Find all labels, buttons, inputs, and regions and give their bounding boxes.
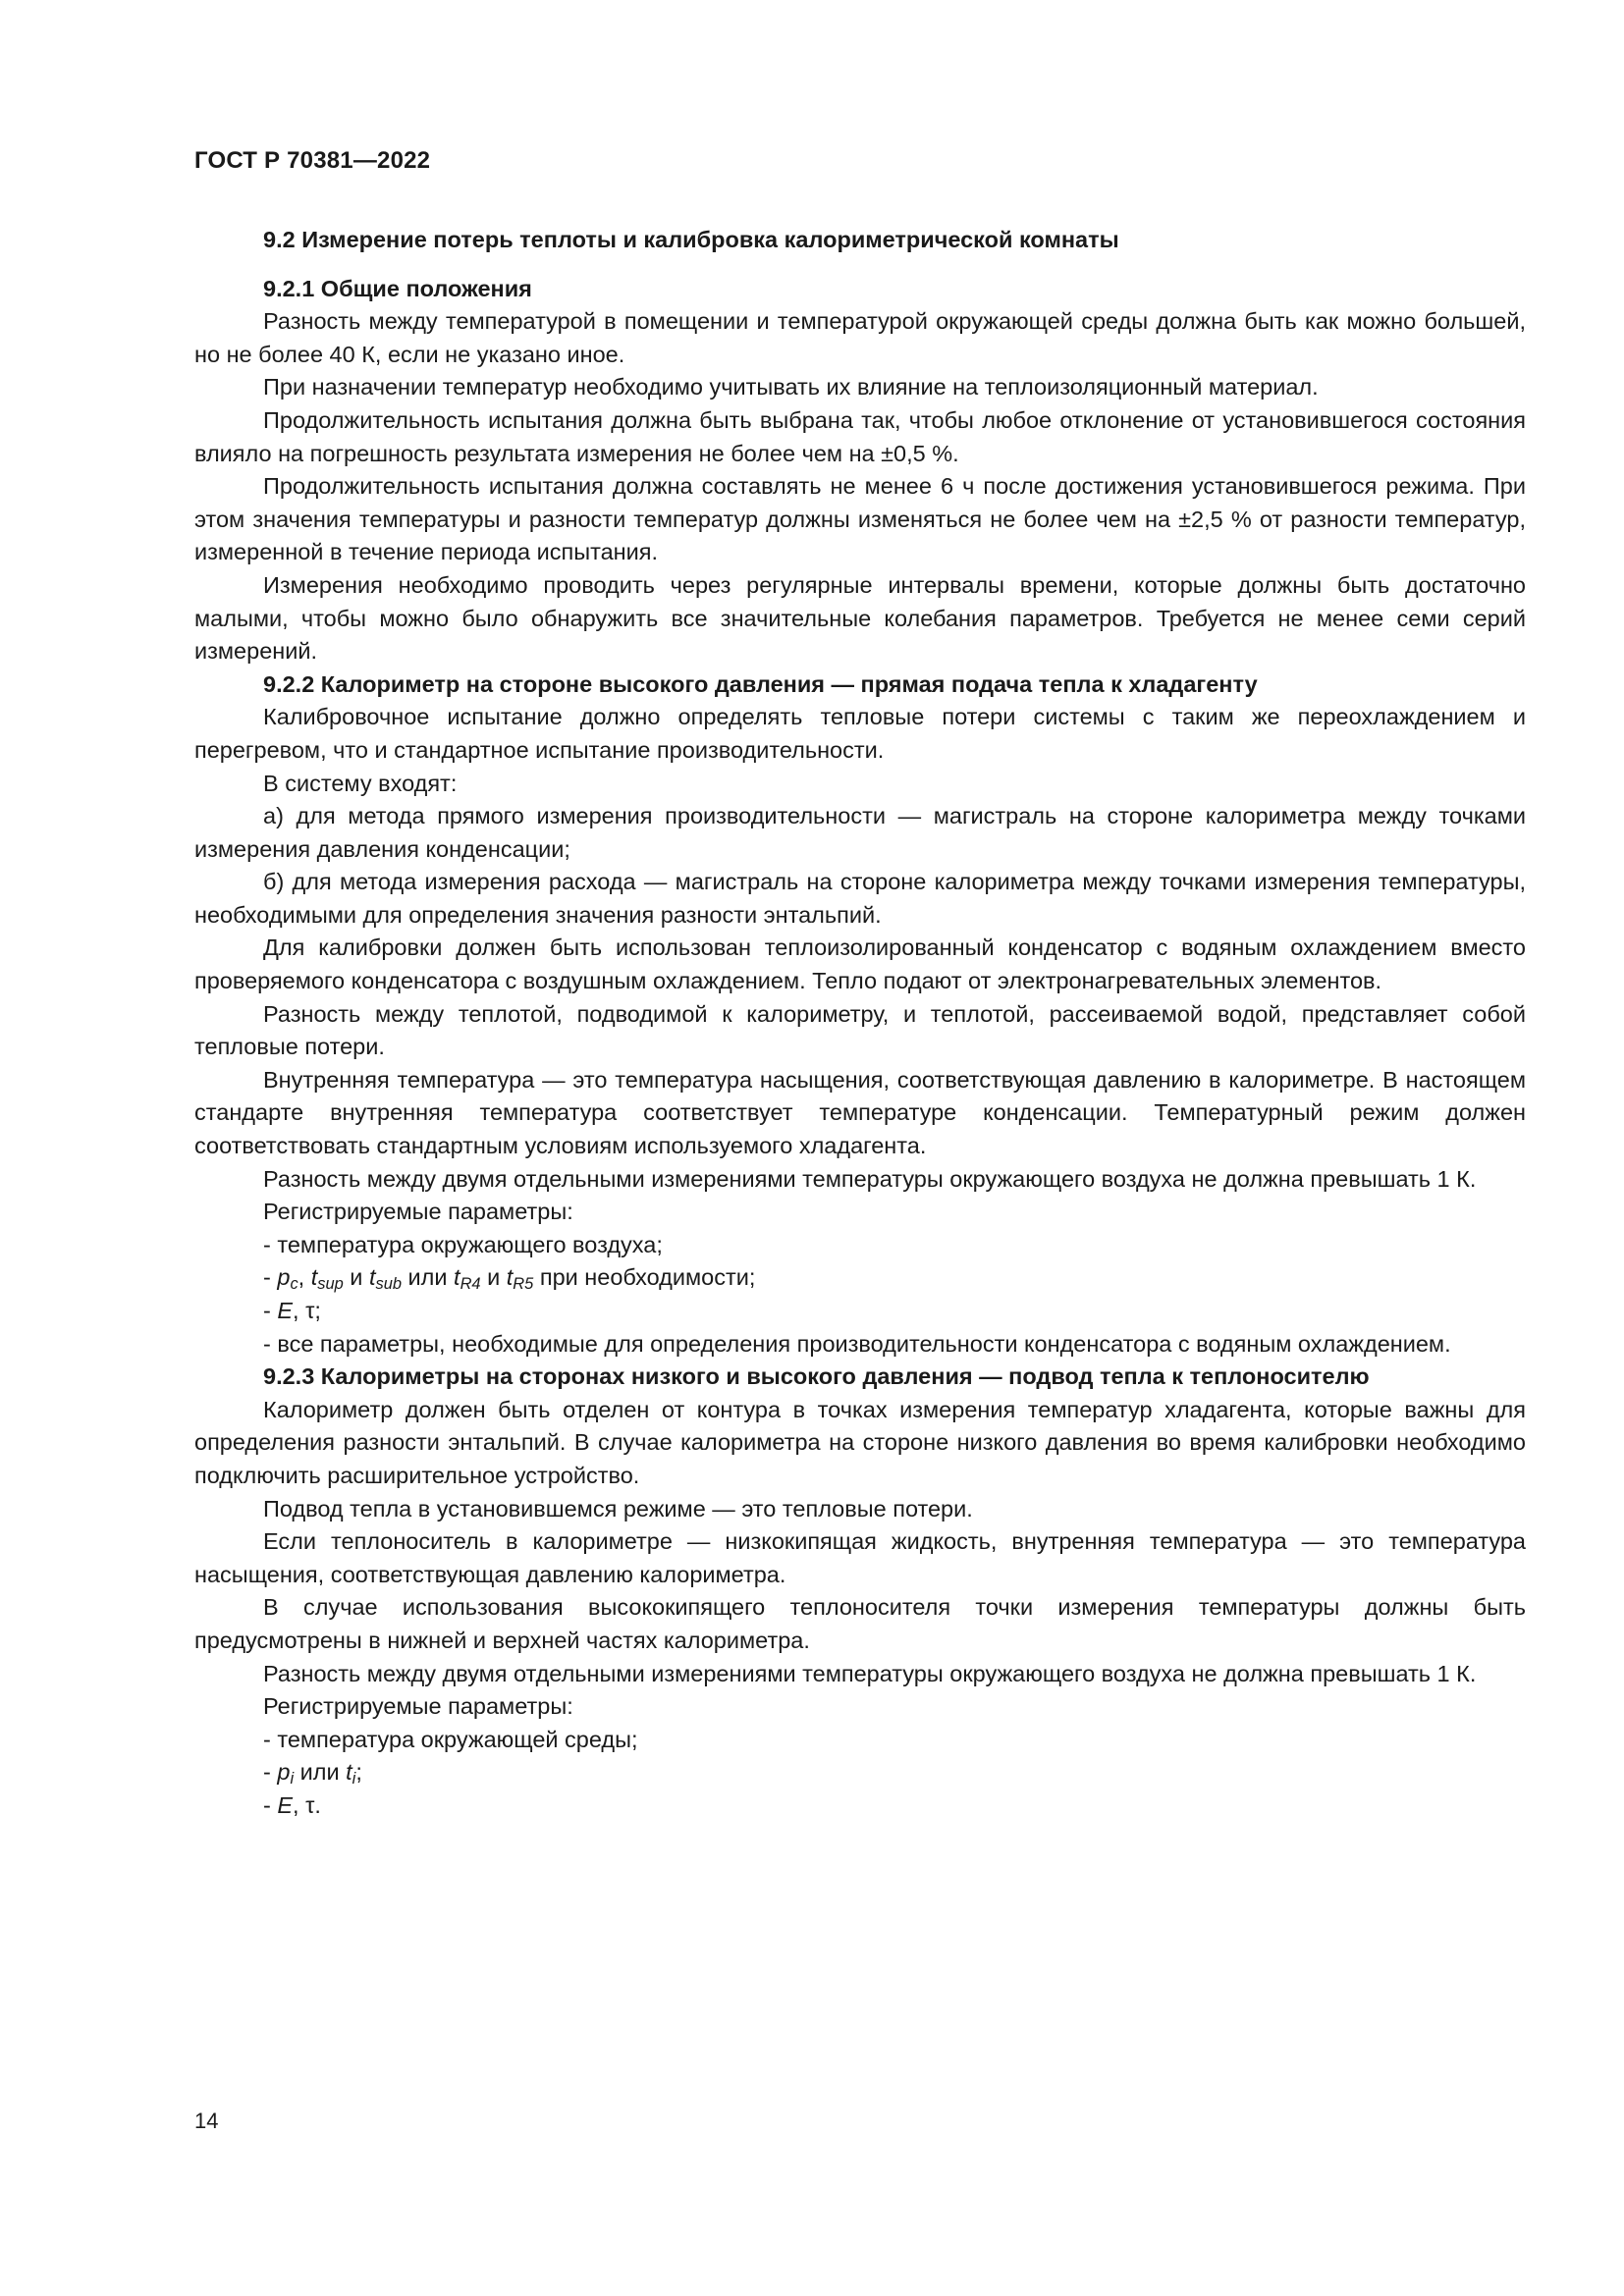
document-id: ГОСТ Р 70381—2022 (194, 147, 431, 174)
param-list-item-symbols: - $p_i$ или $t_i$; (263, 1759, 362, 1789)
section-9-2-1-title: 9.2.1 Общие положения (263, 275, 532, 301)
param-list-item-symbols: - $p_c$, $t_{sup}$ и $t_{sub}$ или $t_{R4}$ и $t_{R5}$ при необходимости; (263, 1264, 756, 1294)
list-item-a: а) для метода прямого измерения производительности — магистраль на стороне калориметра между точками измерения давления конденсации; (194, 803, 1526, 862)
paragraph: Если теплоноситель в калориметре — низкокипящая жидкость, внутренняя температура — это температура насыщения, соответствующая давлению калориметра. (194, 1528, 1526, 1587)
paragraph: Разность между температурой в помещении и температурой окружающей среды должна быть как можно большей, но не более 40 К, если не указано иное. (194, 308, 1526, 367)
paragraph: Калибровочное испытание должно определять тепловые потери системы с таким же переохлаждением и перегревом, что и стандартное испытание производительности. (194, 704, 1526, 763)
paragraph: Продолжительность испытания должна составлять не менее 6 ч после достижения установившегося режима. При этом значения температуры и разности температур должны изменяться не более чем на ±2,5 % от разности температур, измеренной в течение периода испытания. (194, 473, 1526, 565)
paragraph: В случае использования высококипящего теплоносителя точки измерения температуры должны быть предусмотрены в нижней и верхней частях калориметра. (194, 1594, 1526, 1653)
section-9-2-2-title: 9.2.2 Калориметр на стороне высокого давления — прямая подача тепла к хладагенту (263, 670, 1258, 697)
paragraph: Калориметр должен быть отделен от контура в точках измерения температур хладагента, которые важны для определения разности энтальпий. В случае калориметра на стороне низкого давления во время калибровки необходимо подключить расширительное устройство. (194, 1396, 1526, 1488)
param-list-item: - все параметры, необходимые для определения производительности конденсатора с водяным охлаждением. (263, 1330, 1451, 1357)
list-item-b: б) для метода измерения расхода — магистраль на стороне калориметра между точками измерения температуры, необходимыми для определения значения разности энтальпий. (194, 869, 1526, 928)
param-list-item-symbols: - E, τ. (263, 1791, 321, 1818)
page-content (194, 224, 1526, 1823)
paragraph: Разность между теплотой, подводимой к калориметру, и теплотой, рассеиваемой водой, представляет собой тепловые потери. (194, 1000, 1526, 1060)
page-number: 14 (194, 2109, 219, 2133)
paragraph: Регистрируемые параметры: (263, 1693, 573, 1720)
param-list-item: - температура окружающей среды; (263, 1726, 638, 1752)
paragraph: Внутренняя температура — это температура насыщения, соответствующая давлению в калориметре. В настоящем стандарте внутренняя температура соответствует температуре конденсации. Температурный режим должен соответствовать стандартным условиям используемого хладагента. (194, 1066, 1526, 1159)
section-9-2-3-title: 9.2.3 Калориметры на сторонах низкого и высокого давления — подвод тепла к теплоносителю (263, 1363, 1370, 1390)
param-list-item-symbols: - E, τ; (263, 1298, 321, 1323)
paragraph: Разность между двумя отдельными измерениями температуры окружающего воздуха не должна превышать 1 К. (263, 1660, 1477, 1686)
paragraph: В систему входят: (263, 770, 458, 796)
paragraph: Разность между двумя отдельными измерениями температуры окружающего воздуха не должна превышать 1 К. (263, 1165, 1477, 1192)
paragraph: При назначении температур необходимо учитывать их влияние на теплоизоляционный материал. (263, 374, 1319, 400)
paragraph: Измерения необходимо проводить через регулярные интервалы времени, которые должны быть достаточно малыми, чтобы можно было обнаружить все значительные колебания параметров. Требуется не менее семи серий измерений. (194, 571, 1526, 665)
paragraph: Регистрируемые параметры: (263, 1199, 573, 1225)
param-list-item: - температура окружающего воздуха; (263, 1231, 663, 1257)
paragraph: Подвод тепла в установившемся режиме — это тепловые потери. (263, 1495, 973, 1522)
paragraph: Продолжительность испытания должна быть выбрана так, чтобы любое отклонение от установившегося состояния влияло на погрешность результата измерения не более чем на ±0,5 %. (194, 406, 1526, 466)
paragraph: Для калибровки должен быть использован теплоизолированный конденсатор с водяным охлаждением вместо проверяемого конденсатора с воздушным охлаждением. Тепло подают от электронагревательных элементов. (194, 934, 1526, 994)
section-9-2-title: 9.2 Измерение потерь теплоты и калибровка калориметрической комнаты (263, 227, 1119, 252)
